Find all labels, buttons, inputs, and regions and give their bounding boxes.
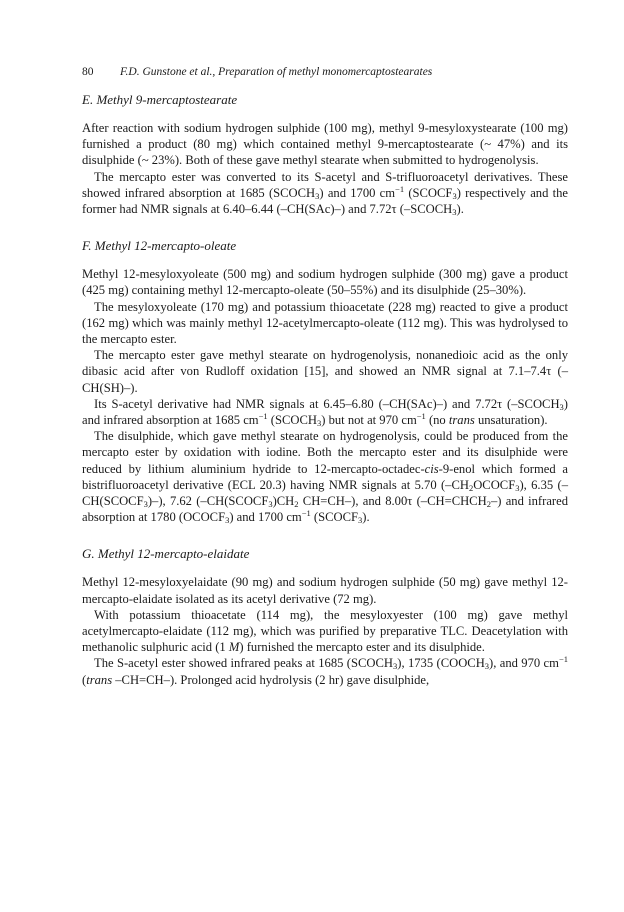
paragraph: Methyl 12-mesyloxyelaidate (90 mg) and sodium hydrogen sulphide (50 mg) gave methyl 12-mercapto-elaidate isolated as its acetyl derivative (72 mg).: [82, 575, 568, 606]
paragraph: The S-acetyl ester showed infrared peaks at 1685 $(SCOCH_3)$, 1735 $(COOCH_3)$, and 970 $cm^{-1}$ (trans –CH=CH–). Prolonged acid hydrolysis (2 hr) gave disulphide,: [82, 654, 568, 687]
section-f: [82, 238, 568, 525]
section-heading: G. Methyl 12-mercapto-elaidate: [82, 546, 250, 562]
section-e: [82, 92, 568, 217]
section-heading: E. Methyl 9-mercaptostearate: [82, 92, 238, 107]
page-number: 80: [82, 66, 94, 78]
paragraph: The disulphide, which gave methyl stearate on hydrogenolysis, could be produced from the mercapto ester by oxidation with iodine. Both the mercapto ester and its disulphide were reduced by lithium aluminium hydride to 12-mercapto-octadec-cis-9-enol which formed a bistrifluoroacetyl derivative (ECL 20.3) having NMR signals at 5.70 $(-CH_2OCOCF_3)$, 6.35 $(-CH(SCOCF_3)-)$, 7.62 ($-CH(SCOCF_3)CH_2$ CH=CH–), and 8.00τ $(-CH=CHCH_2-)$ and infrared absorption at 1780 $(OCOCF_3)$ and 1700 $cm^{-1}$ $(SCOCF_3)$.: [82, 429, 569, 526]
section-g: [82, 546, 568, 687]
paragraph: The mercapto ester was converted to its S-acetyl and S-trifluoroacetyl derivatives. These showed infrared absorption at 1685 $(SCOCH_3)$ and 1700 $cm^{-1}$ $(SCOCF_3)$ respectively and the former had NMR signals at 6.40–6.44 (–CH(SAc)–) and 7.72τ $(-SCOCH_3)$.: [82, 169, 568, 218]
page-header: [82, 66, 568, 78]
paragraph: After reaction with sodium hydrogen sulphide (100 mg), methyl 9-mesyloxystearate (100 mg) furnished a product (80 mg) which contained methyl 9-mercaptostearate (~ 47%) and its disulphide (~ 23%). Both of these gave methyl stearate when submitted to hydrogenolysis.: [82, 121, 568, 168]
running-head: F.D. Gunstone et al., Preparation of methyl monomercaptostearates: [120, 66, 433, 78]
paragraph: Its S-acetyl derivative had NMR signals at 6.45–6.80 (–CH(SAc)–) and 7.72τ $(-SCOCH_3)$ and infrared absorption at 1685 $cm^{-1}$ $(SCOCH_3)$ but not at 970 $cm^{-1}$ (no trans unsaturation).: [82, 396, 568, 429]
document-page: [82, 66, 568, 699]
section-heading: F. Methyl 12-mercapto-oleate: [82, 238, 237, 254]
paragraph: Methyl 12-mesyloxyoleate (500 mg) and sodium hydrogen sulphide (300 mg) gave a product (425 mg) containing methyl 12-mercapto-oleate (50–55%) and its disulphide (25–30%).: [82, 267, 568, 298]
paragraph: With potassium thioacetate (114 mg), the mesyloxyester (100 mg) gave methyl acetylmercapto-elaidate (112 mg), which was purified by preparative TLC. Deacetylation with methanolic sulphuric acid (1 M) furnished the mercapto ester and its disulphide.: [82, 607, 568, 655]
paragraph: The mercapto ester gave methyl stearate on hydrogenolysis, nonanedioic acid as the only dibasic acid after von Rudloff oxidation [15], and showed an NMR signal at 7.1–7.4τ (–CH(SH)–).: [82, 348, 568, 395]
paragraph: The mesyloxyoleate (170 mg) and potassium thioacetate (228 mg) reacted to give a product (162 mg) which was mainly methyl 12-acetylmercapto-oleate (112 mg). This was hydrolysed to the mercapto ester.: [82, 299, 568, 347]
